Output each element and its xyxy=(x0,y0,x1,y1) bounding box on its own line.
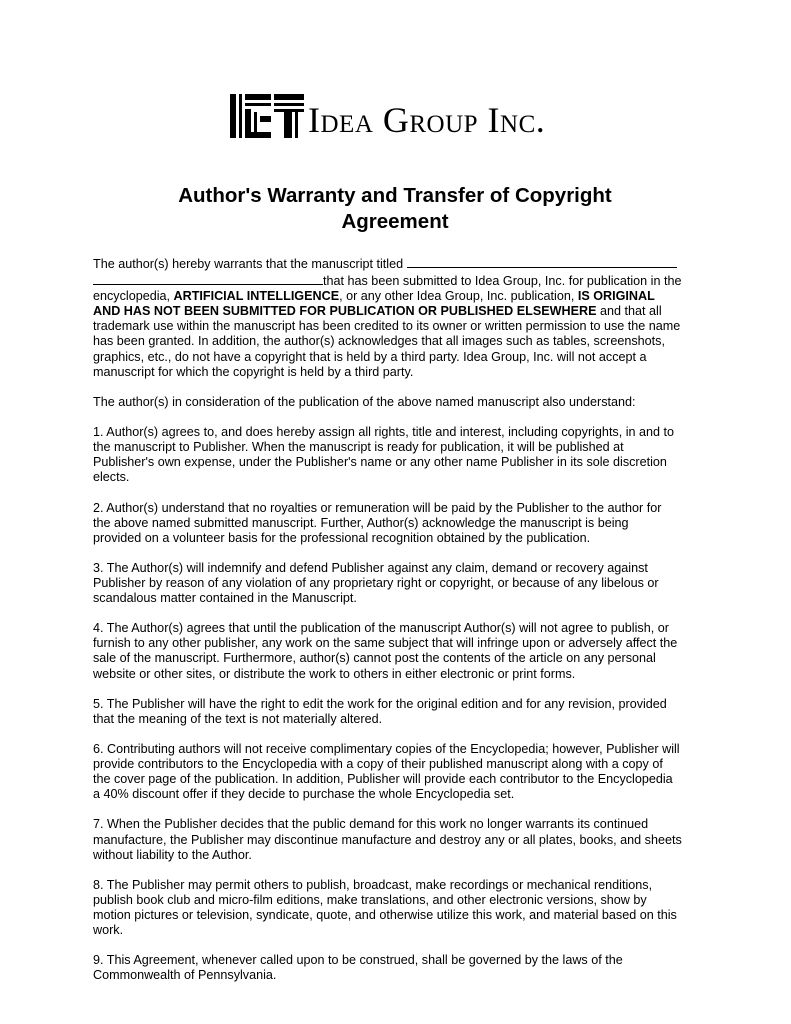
clause-line: 5. The Publisher will have the right to edit the work for the original edition and for any revision, provided xyxy=(93,696,667,711)
logo-wordmark: Idea Group Inc. xyxy=(308,100,546,140)
clause-line: 6. Contributing authors will not receive complimentary copies of the Encyclopedia; however, Publisher will xyxy=(93,742,680,756)
clause-line: provided on a volunteer basis for the professional recognition obtained by the publication. xyxy=(93,530,591,545)
clause-line: 8. The Publisher may permit others to publish, broadcast, make recordings or mechanical renditions, xyxy=(93,877,653,892)
company-logo xyxy=(228,90,608,144)
clause-line: the above named submitted manuscript. Further, Author(s) acknowledge the manuscript is being xyxy=(93,515,629,530)
clause-line: publish book club and micro-film editions, make translations, and other electronic versions, show by xyxy=(93,892,647,907)
clause-5 xyxy=(93,697,699,727)
clause-list xyxy=(93,425,699,983)
manuscript-title-blank xyxy=(407,255,677,268)
clause-3 xyxy=(93,561,699,606)
clause-line: 7. When the Publisher decides that the public demand for this work no longer warrants its continued xyxy=(93,817,649,832)
clause-line: manufacture, the Publisher may discontinue manufacture and destroy any or all plates, books, and sheets xyxy=(93,832,682,847)
clause-line: scandalous matter contained in the Manuscript. xyxy=(93,591,357,606)
manuscript-title-blank-cont xyxy=(93,272,323,285)
consideration-paragraph xyxy=(93,395,699,410)
clause-line: the cover page of the publication. In addition, Publisher will provide each contributor to the Encyclopedia xyxy=(93,772,673,787)
intro-text: that has been submitted to Idea Group, Inc. for publication in the xyxy=(323,274,682,289)
intro-paragraph xyxy=(93,255,699,380)
clause-2 xyxy=(93,501,699,546)
clause-line: the manuscript to Publisher. When the manuscript is ready for publication, it will be published at xyxy=(93,440,624,455)
intro-text: and that all xyxy=(596,304,662,319)
clause-8 xyxy=(93,878,699,938)
clause-line: without liability to the Author. xyxy=(93,847,252,862)
idea-group-logo-mark-icon xyxy=(228,90,308,142)
original-statement: IS ORIGINAL xyxy=(577,289,655,304)
clause-line: 2. Author(s) understand that no royalties or remuneration will be paid by the Publisher to the author for xyxy=(93,500,662,515)
clause-4 xyxy=(93,621,699,681)
clause-line: a 40% discount offer if they decide to purchase the whole Encyclopedia set. xyxy=(93,787,515,802)
clause-line: Commonwealth of Pennsylvania. xyxy=(93,968,277,983)
clause-line: furnish to any other publisher, any work on the same subject that will infringe upon or adversely affect the xyxy=(93,636,678,651)
not-submitted-statement: AND HAS NOT BEEN SUBMITTED FOR PUBLICATION OR PUBLISHED ELSEWHERE xyxy=(93,304,597,319)
clause-9 xyxy=(93,953,699,983)
agreement-body xyxy=(93,255,699,999)
clause-7 xyxy=(93,817,699,862)
page-title xyxy=(100,183,690,235)
clause-line: website or other sites, or distribute the work to others in either electronic or print forms. xyxy=(93,666,576,681)
clause-line: Publisher by reason of any violation of any proprietary right or copyright, or because of any libelous or xyxy=(93,575,659,590)
intro-text: The author(s) hereby warrants that the manuscript titled xyxy=(93,257,404,271)
clause-line: 1. Author(s) agrees to, and does hereby assign all rights, title and interest, including copyrights, in and to xyxy=(93,425,675,440)
clause-6 xyxy=(93,742,699,802)
intro-text: , or any other Idea Group, Inc. publication, xyxy=(339,289,578,304)
clause-line: Publisher's own expense, under the Publisher's name or any other name Publisher in its sole discretion xyxy=(93,455,667,470)
clause-line: sale of the manuscript. Furthermore, author(s) cannot post the contents of the article on any personal xyxy=(93,651,656,666)
title-line-2: Agreement xyxy=(341,210,449,233)
clause-line: 3. The Author(s) will indemnify and defend Publisher against any claim, demand or recovery against xyxy=(93,560,648,575)
consideration-text: The author(s) in consideration of the publication of the above named manuscript also understand: xyxy=(93,394,636,409)
title-line-1: Author's Warranty and Transfer of Copyright xyxy=(178,184,612,207)
clause-line: that the meaning of the text is not materially altered. xyxy=(93,711,383,726)
intro-text: graphics, etc., do not have a copyright that is held by a third party. Idea Group, Inc. will not accept a xyxy=(93,349,647,364)
clause-line: work. xyxy=(93,923,124,938)
clause-1 xyxy=(93,425,699,485)
intro-text: manuscript for which the copyright is held by a third party. xyxy=(93,364,414,379)
clause-line: elects. xyxy=(93,470,130,485)
clause-line: motion pictures or television, syndicate, quote, and otherwise utilize this work, and material based on this xyxy=(93,908,677,923)
intro-text: trademark use within the manuscript has been credited to its owner or written permission to use the name xyxy=(93,319,681,334)
clause-line: 4. The Author(s) agrees that until the publication of the manuscript Author(s) will not agree to publish, or xyxy=(93,621,669,636)
intro-text: encyclopedia, xyxy=(93,289,174,304)
encyclopedia-name: ARTIFICIAL INTELLIGENCE xyxy=(173,289,340,304)
clause-line: 9. This Agreement, whenever called upon to be construed, shall be governed by the laws of the xyxy=(93,953,623,968)
clause-line: provide contributors to the Encyclopedia with a copy of their published manuscript along with a copy of xyxy=(93,757,663,772)
intro-text: has been granted. In addition, the author(s) acknowledges that all images such as tables, screenshots, xyxy=(93,334,665,349)
